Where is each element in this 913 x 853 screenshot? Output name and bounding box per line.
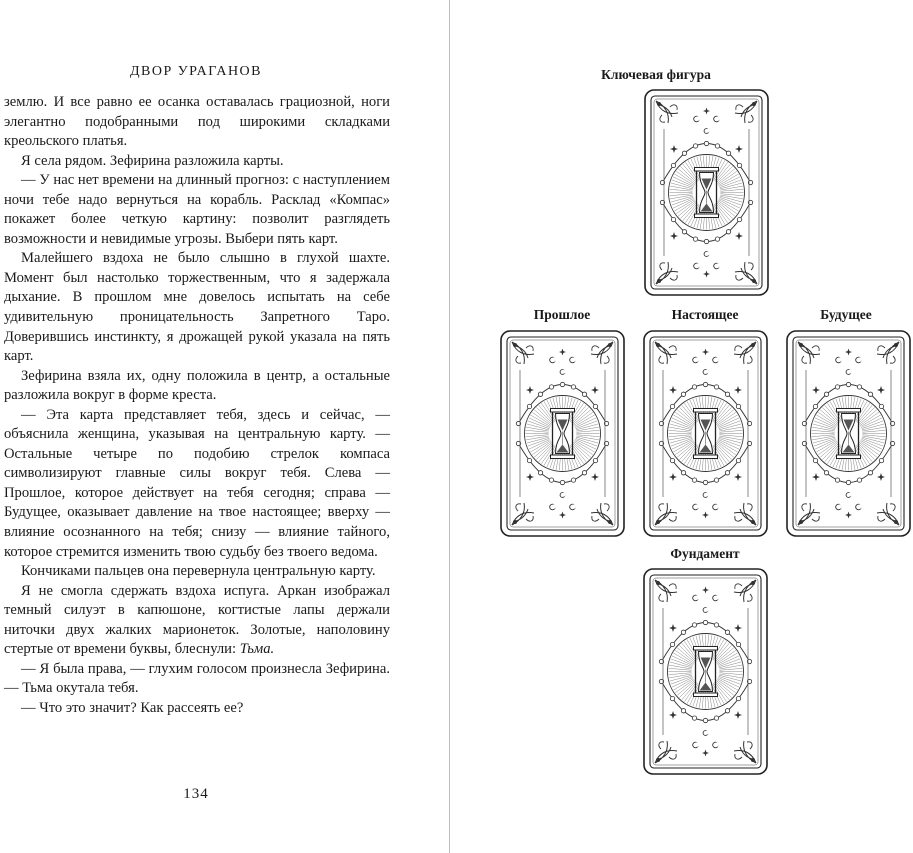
label-foundation: Фундамент [670,546,740,561]
tarot-card-past [500,330,625,537]
paragraph-4: Малейшего вздоха не было слышно в глухой шахте. Момент был настолько торжественным, что я задержала дыхание. В прошлом мне довелось испытать на себе удивительную проницательность Запретного Таро. Доверившись инстинкту, я дрожащей рукой указала на пять карт. [4,250,390,365]
hourglass-tarot-card-back [644,89,769,296]
paragraph-9: — Я была права, — глухим голосом произнесла Зефирина. — Тьма окутала тебя. [4,660,390,697]
hourglass-tarot-card-back [643,330,768,537]
label-present: Настоящее [671,307,739,322]
arcana-name: Тьма. [239,641,275,658]
paragraph-5: Зефирина взяла их, одну положила в центр, а остальные разложила вокруг в форме креста. [4,367,390,404]
tarot-card-future [786,330,911,537]
tarot-card-foundation [643,568,768,775]
paragraph-3: — У нас нет времени на длинный прогноз: с наступлением ночи тебе надо вернуться на корабль. Расклад «Компас» покажет более четкую картину: позволит разглядеть возможности и невидимые угрозы. Выбери пять карт. [4,172,390,247]
label-key-figure: Ключевая фигура [601,67,711,82]
paragraph-7: Кончиками пальцев она перевернула центральную карту. [21,563,376,580]
body-text [4,93,390,719]
paragraph-1: землю. И все равно ее осанка оставалась грациозной, ноги элегантно подобранными под широкими складками креольского платья. [4,94,390,150]
hourglass-tarot-card-back [786,330,911,537]
paragraph-8-text: Я не смогла сдержать вздоха испуга. Аркан изображал темный силуэт в капюшоне, когтистые лапы держали ниточки двух жалких марионеток. Золотые, наполовину стертые от времени буквы, блеснули: [4,582,390,658]
tarot-card-present [643,330,768,537]
left-page [0,0,449,853]
paragraph-8 [4,582,390,660]
hourglass-tarot-card-back [500,330,625,537]
right-page [450,0,913,853]
hourglass-tarot-card-back [643,568,768,775]
paragraph-10: — Что это значит? Как рассеять ее? [21,699,244,716]
paragraph-2: Я села рядом. Зефирина разложила карты. [21,152,284,169]
label-future: Будущее [820,307,872,322]
tarot-card-key-figure [644,89,769,296]
paragraph-6: — Эта карта представляет тебя, здесь и сейчас, — объяснила женщина, указывая на центральную карту. — Остальные четыре по подобию стрелок компаса символизируют главные силы вокруг тебя. Слева — Прошлое, которое действует на тебя сегодня; справа — Будущее, оказывает давление на твое настоящее; вверху — влияние осознанного на тебя; снизу — влияние тайного, которое стремится изменить твою судьбу без твоего ведома. [4,406,390,560]
label-past: Прошлое [533,307,591,322]
running-head: ДВОР УРАГАНОВ [129,64,263,79]
page-number: 134 [183,786,209,802]
